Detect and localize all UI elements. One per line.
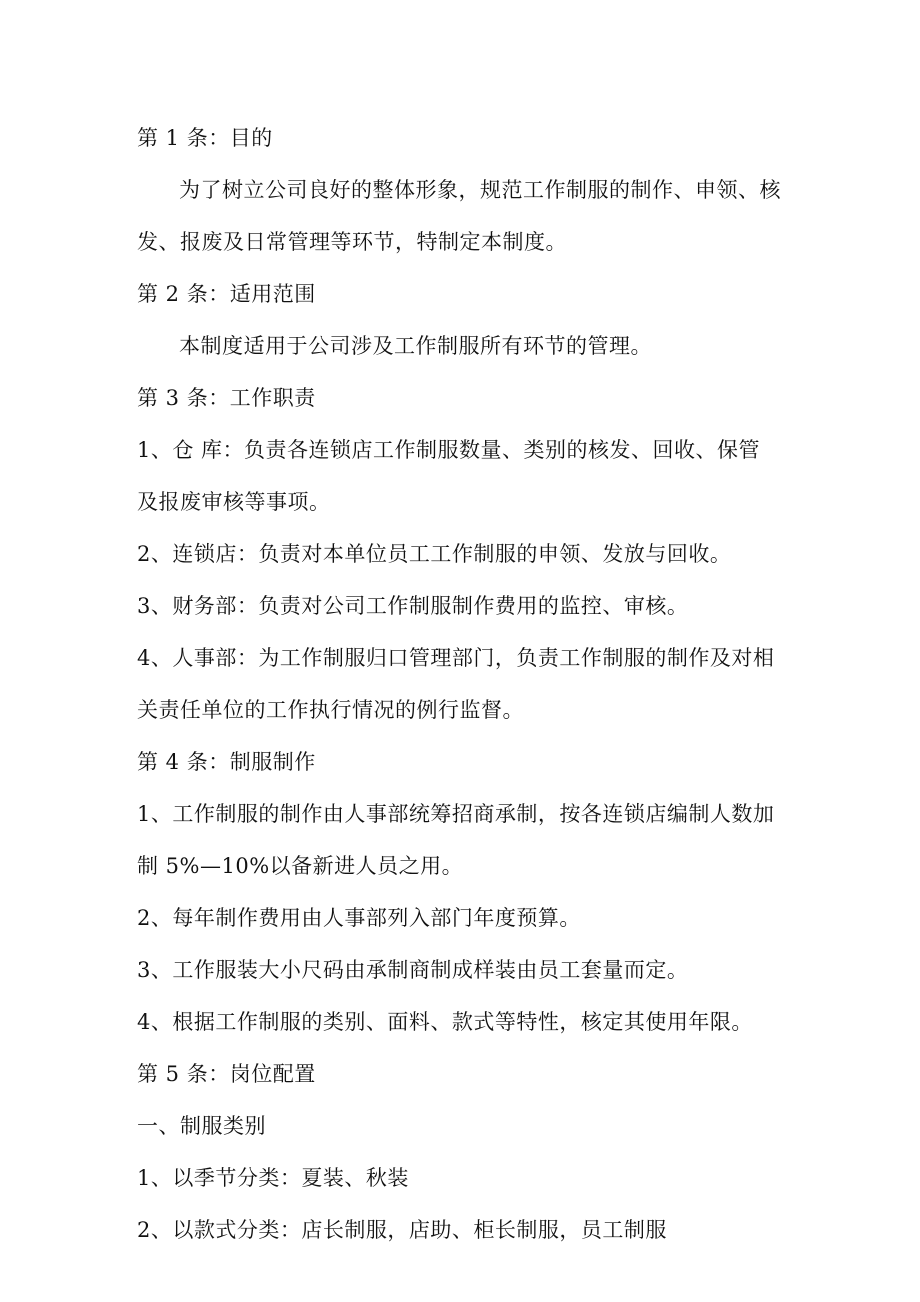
list-item-continuation: 关责任单位的工作执行情况的例行监督。 — [137, 698, 524, 722]
document-body — [137, 112, 787, 1256]
section-heading: 一、制服类别 — [137, 1114, 266, 1138]
list-item: 2、以款式分类：店长制服，店助、柜长制服，员工制服 — [137, 1218, 667, 1242]
article-heading-1: 第 1 条：目的 — [137, 126, 273, 150]
list-item: 1、仓 库：负责各连锁店工作制服数量、类别的核发、回收、保管 — [137, 438, 761, 462]
list-item: 4、根据工作制服的类别、面料、款式等特性，核定其使用年限。 — [137, 1010, 753, 1034]
article-heading-2: 第 2 条：适用范围 — [137, 282, 316, 306]
paragraph-line: 发、报废及日常管理等环节，特制定本制度。 — [137, 230, 567, 254]
list-item: 2、连锁店：负责对本单位员工工作制服的申领、发放与回收。 — [137, 542, 732, 566]
paragraph-line: 为了树立公司良好的整体形象，规范工作制服的制作、申领、核 — [179, 178, 781, 202]
paragraph-line: 本制度适用于公司涉及工作制服所有环节的管理。 — [179, 334, 652, 358]
list-item: 2、每年制作费用由人事部列入部门年度预算。 — [137, 906, 581, 930]
article-heading-5: 第 5 条：岗位配置 — [137, 1062, 316, 1086]
list-item-continuation: 及报废审核等事项。 — [137, 490, 331, 514]
list-item: 4、人事部：为工作制服归口管理部门，负责工作制服的制作及对相 — [137, 646, 775, 670]
article-heading-4: 第 4 条：制服制作 — [137, 750, 316, 774]
list-item: 3、工作服装大小尺码由承制商制成样装由员工套量而定。 — [137, 958, 689, 982]
list-item-continuation: 制 5%—10%以备新进人员之用。 — [137, 854, 464, 878]
list-item: 1、工作制服的制作由人事部统筹招商承制，按各连锁店编制人数加 — [137, 802, 775, 826]
list-item: 3、财务部：负责对公司工作制服制作费用的监控、审核。 — [137, 594, 689, 618]
list-item: 1、以季节分类：夏装、秋装 — [137, 1166, 409, 1190]
article-heading-3: 第 3 条：工作职责 — [137, 386, 316, 410]
